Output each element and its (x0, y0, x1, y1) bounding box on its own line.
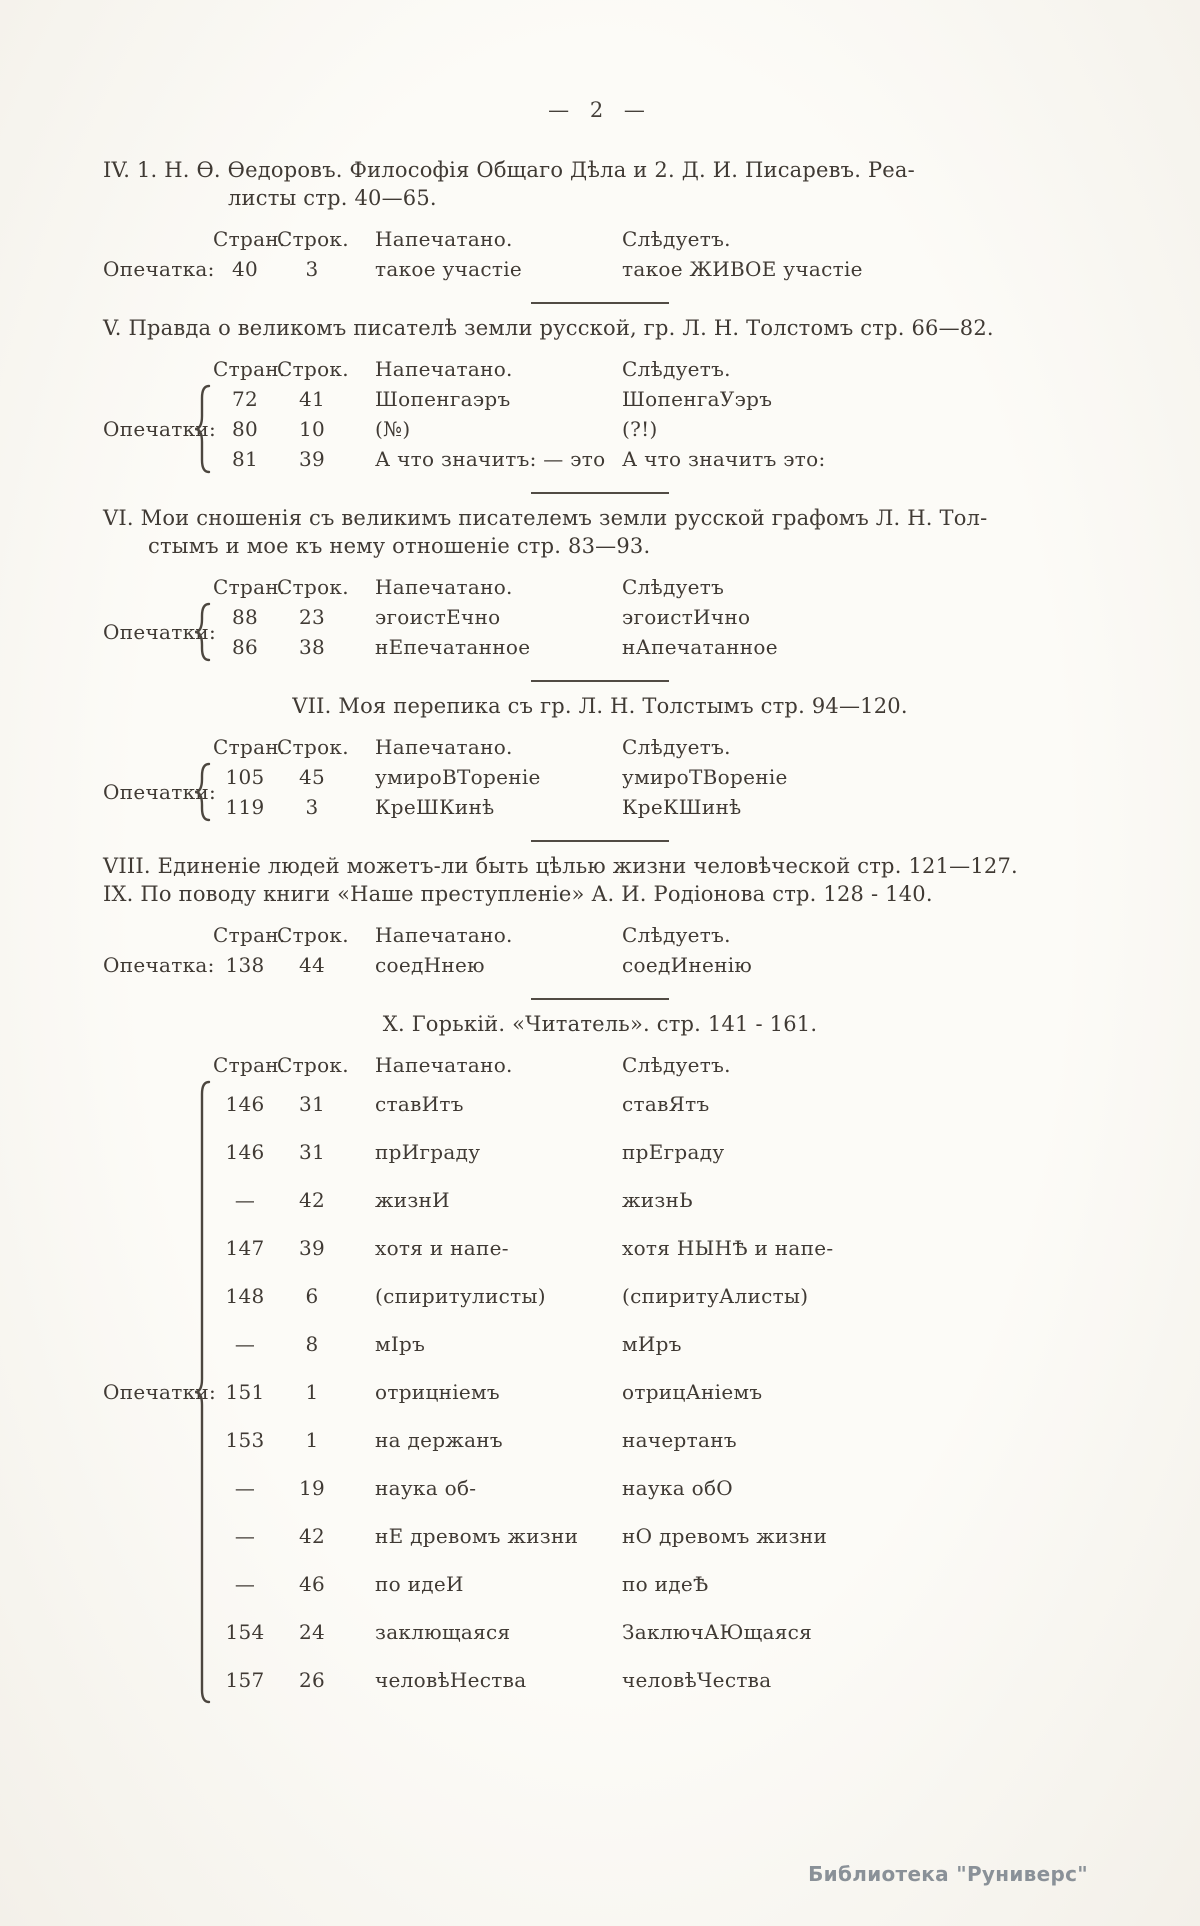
cell-correct: наука обО (622, 1476, 733, 1500)
cell-correct: по идеѢ (622, 1572, 709, 1596)
cell-line: 3 (305, 257, 319, 281)
errata-content (103, 148, 1097, 1704)
page-number: — 2 — (548, 98, 652, 122)
cell-correct: ШопенгаУэръ (622, 387, 773, 411)
section-x (103, 1010, 1097, 1704)
section-divider (531, 840, 669, 842)
errata-table (103, 918, 1097, 980)
section-heading-line: VI. Мои сношенія съ великимъ писателемъ земли русской графомъ Л. Н. Тол- (103, 506, 988, 530)
cell-printed: наука об- (375, 1476, 477, 1500)
cell-page: 81 (231, 447, 259, 471)
errata-label: Опечатка: (103, 257, 215, 281)
cell-printed: (№) (375, 417, 411, 441)
cell-printed: Шопенгаэръ (375, 387, 511, 411)
section-vii (103, 692, 1097, 842)
column-header-correct: Слѣдуетъ. (622, 1053, 731, 1077)
cell-correct: (спиритуАлисты) (622, 1284, 809, 1308)
cell-page: 146 (225, 1092, 265, 1116)
cell-line: 42 (298, 1524, 326, 1548)
cell-page: 138 (225, 953, 265, 977)
column-header-printed: Напечатано. (375, 227, 513, 251)
section-heading-line: X. Горькій. «Читатель». стр. 141 - 161. (382, 1012, 818, 1036)
cell-correct: начертанъ (622, 1428, 737, 1452)
errata-label: Опечатка: (103, 953, 215, 977)
cell-page: 157 (225, 1668, 265, 1692)
curly-brace-icon (193, 602, 213, 662)
curly-brace-icon (193, 1080, 213, 1704)
curly-brace-icon (193, 762, 213, 822)
cell-page: 148 (225, 1284, 265, 1308)
cell-page: 40 (231, 257, 259, 281)
cell-line: 6 (305, 1284, 319, 1308)
cell-printed: заклющаяся (375, 1620, 511, 1644)
column-header-page: Стран. (213, 923, 286, 947)
cell-printed: человѣНества (375, 1668, 527, 1692)
column-header-page: Стран. (213, 227, 286, 251)
section-heading-line: IV. 1. Н. Ѳ. Ѳедоровъ. Философія Общаго Дѣла и 2. Д. И. Писаревъ. Реа- (103, 158, 915, 182)
cell-page: 119 (225, 795, 265, 819)
section-divider (531, 998, 669, 1000)
errata-label: Опечатки: (103, 780, 217, 804)
errata-table (103, 730, 1097, 822)
cell-correct: ЗаключАЮщаяся (622, 1620, 813, 1644)
column-header-correct: Слѣдуетъ. (622, 923, 731, 947)
cell-printed: мІръ (375, 1332, 426, 1356)
cell-printed: жизнИ (375, 1188, 450, 1212)
cell-printed: хотя и напе- (375, 1236, 509, 1260)
cell-correct: прЕграду (622, 1140, 725, 1164)
section-viii-ix (103, 852, 1097, 1000)
cell-printed: отрицніемъ (375, 1380, 500, 1404)
cell-page: 80 (231, 417, 259, 441)
column-header-line: Строк. (277, 575, 349, 599)
errata-table (103, 352, 1097, 474)
column-header-printed: Напечатано. (375, 735, 513, 759)
cell-correct: А что значитъ это: (622, 447, 826, 471)
cell-line: 45 (298, 765, 326, 789)
cell-page: — (234, 1572, 256, 1596)
cell-line: 46 (298, 1572, 326, 1596)
section-heading-line: IX. По поводу книги «Наше преступленіе» А. И. Родіонова стр. 128 - 140. (103, 882, 933, 906)
cell-correct: жизнЬ (622, 1188, 693, 1212)
cell-line: 39 (298, 1236, 326, 1260)
section-heading (103, 314, 1097, 342)
cell-line: 26 (298, 1668, 326, 1692)
cell-correct: умироТВореніе (622, 765, 788, 789)
cell-page: 146 (225, 1140, 265, 1164)
column-header-correct: Слѣдуетъ. (622, 357, 731, 381)
section-heading-line: VII. Моя перепика съ гр. Л. Н. Толстымъ стр. 94—120. (292, 694, 908, 718)
section-heading-line: V. Правда о великомъ писателѣ земли русской, гр. Л. Н. Толстомъ стр. 66—82. (103, 316, 994, 340)
column-header-line: Строк. (277, 735, 349, 759)
cell-line: 23 (298, 605, 326, 629)
cell-printed: эгоистЕчно (375, 605, 501, 629)
cell-line: 24 (298, 1620, 326, 1644)
errata-label: Опечатки: (103, 417, 217, 441)
cell-line: 19 (298, 1476, 326, 1500)
column-header-page: Стран. (213, 575, 286, 599)
cell-correct: соедИненію (622, 953, 753, 977)
cell-printed: по идеИ (375, 1572, 464, 1596)
cell-page: 72 (231, 387, 259, 411)
column-header-line: Строк. (277, 357, 349, 381)
section-heading-line: листы стр. 40—65. (228, 186, 437, 210)
column-header-printed: Напечатано. (375, 1053, 513, 1077)
cell-page: 105 (225, 765, 265, 789)
section-heading (103, 692, 1097, 720)
errata-table (103, 570, 1097, 662)
cell-page: — (234, 1476, 256, 1500)
cell-line: 41 (298, 387, 326, 411)
cell-printed: умироВТореніе (375, 765, 541, 789)
errata-table (103, 222, 1097, 284)
cell-line: 42 (298, 1188, 326, 1212)
section-heading (103, 156, 1097, 212)
section-divider (531, 302, 669, 304)
column-header-page: Стран. (213, 735, 286, 759)
column-header-page: Стран. (213, 1053, 286, 1077)
cell-printed: на держанъ (375, 1428, 503, 1452)
cell-printed: нЕ древомъ жизни (375, 1524, 579, 1548)
section-heading (103, 504, 1097, 560)
cell-printed: А что значитъ: — это (375, 447, 606, 471)
errata-table (103, 1048, 1097, 1704)
cell-page: 151 (225, 1380, 265, 1404)
column-header-page: Стран. (213, 357, 286, 381)
section-vi (103, 504, 1097, 682)
column-header-printed: Напечатано. (375, 575, 513, 599)
cell-line: 31 (298, 1140, 326, 1164)
cell-printed: ставИтъ (375, 1092, 464, 1116)
cell-page: 154 (225, 1620, 265, 1644)
cell-line: 44 (298, 953, 326, 977)
section-heading-line: VIII. Единеніе людей можетъ-ли быть цѣлью жизни человѣческой стр. 121—127. (103, 854, 1018, 878)
cell-printed: соедНнею (375, 953, 485, 977)
library-watermark: Библиотека "Руниверс" (808, 1862, 1088, 1886)
column-header-printed: Напечатано. (375, 923, 513, 947)
column-header-line: Строк. (277, 1053, 349, 1077)
cell-correct: нАпечатанное (622, 635, 778, 659)
cell-correct: эгоистИчно (622, 605, 751, 629)
section-v (103, 314, 1097, 494)
cell-page: — (234, 1188, 256, 1212)
cell-printed: такое участіе (375, 257, 523, 281)
cell-page: — (234, 1332, 256, 1356)
cell-page: 153 (225, 1428, 265, 1452)
cell-correct: (?!) (622, 417, 658, 441)
cell-correct: ставЯтъ (622, 1092, 710, 1116)
cell-line: 1 (305, 1428, 319, 1452)
cell-page: 147 (225, 1236, 265, 1260)
cell-correct: хотя НЫНѢ и напе- (622, 1236, 834, 1260)
column-header-correct: Слѣдуетъ (622, 575, 725, 599)
cell-correct: нО древомъ жизни (622, 1524, 828, 1548)
errata-label: Опечатки: (103, 620, 217, 644)
cell-line: 38 (298, 635, 326, 659)
column-header-correct: Слѣдуетъ. (622, 735, 731, 759)
column-header-printed: Напечатано. (375, 357, 513, 381)
column-header-line: Строк. (277, 227, 349, 251)
cell-printed: нЕпечатанное (375, 635, 531, 659)
cell-correct: такое ЖИВОЕ участіе (622, 257, 863, 281)
section-divider (531, 680, 669, 682)
section-iv (103, 156, 1097, 304)
column-header-correct: Слѣдуетъ. (622, 227, 731, 251)
column-header-line: Строк. (277, 923, 349, 947)
cell-line: 10 (298, 417, 326, 441)
section-heading (103, 852, 1097, 908)
cell-printed: КреШКинѣ (375, 795, 495, 819)
cell-line: 39 (298, 447, 326, 471)
cell-line: 31 (298, 1092, 326, 1116)
cell-printed: прИграду (375, 1140, 481, 1164)
cell-line: 1 (305, 1380, 319, 1404)
cell-correct: человѣЧества (622, 1668, 772, 1692)
cell-line: 8 (305, 1332, 319, 1356)
cell-page: — (234, 1524, 256, 1548)
curly-brace-icon (193, 384, 213, 474)
errata-label: Опечатки: (103, 1380, 217, 1404)
cell-correct: КреКШинѣ (622, 795, 742, 819)
cell-printed: (спиритулисты) (375, 1284, 546, 1308)
section-heading (103, 1010, 1097, 1038)
cell-correct: мИръ (622, 1332, 682, 1356)
cell-correct: отрицАніемъ (622, 1380, 763, 1404)
section-divider (531, 492, 669, 494)
cell-page: 88 (231, 605, 259, 629)
cell-line: 3 (305, 795, 319, 819)
cell-page: 86 (231, 635, 259, 659)
section-heading-line: стымъ и мое къ нему отношеніе стр. 83—93. (148, 534, 651, 558)
